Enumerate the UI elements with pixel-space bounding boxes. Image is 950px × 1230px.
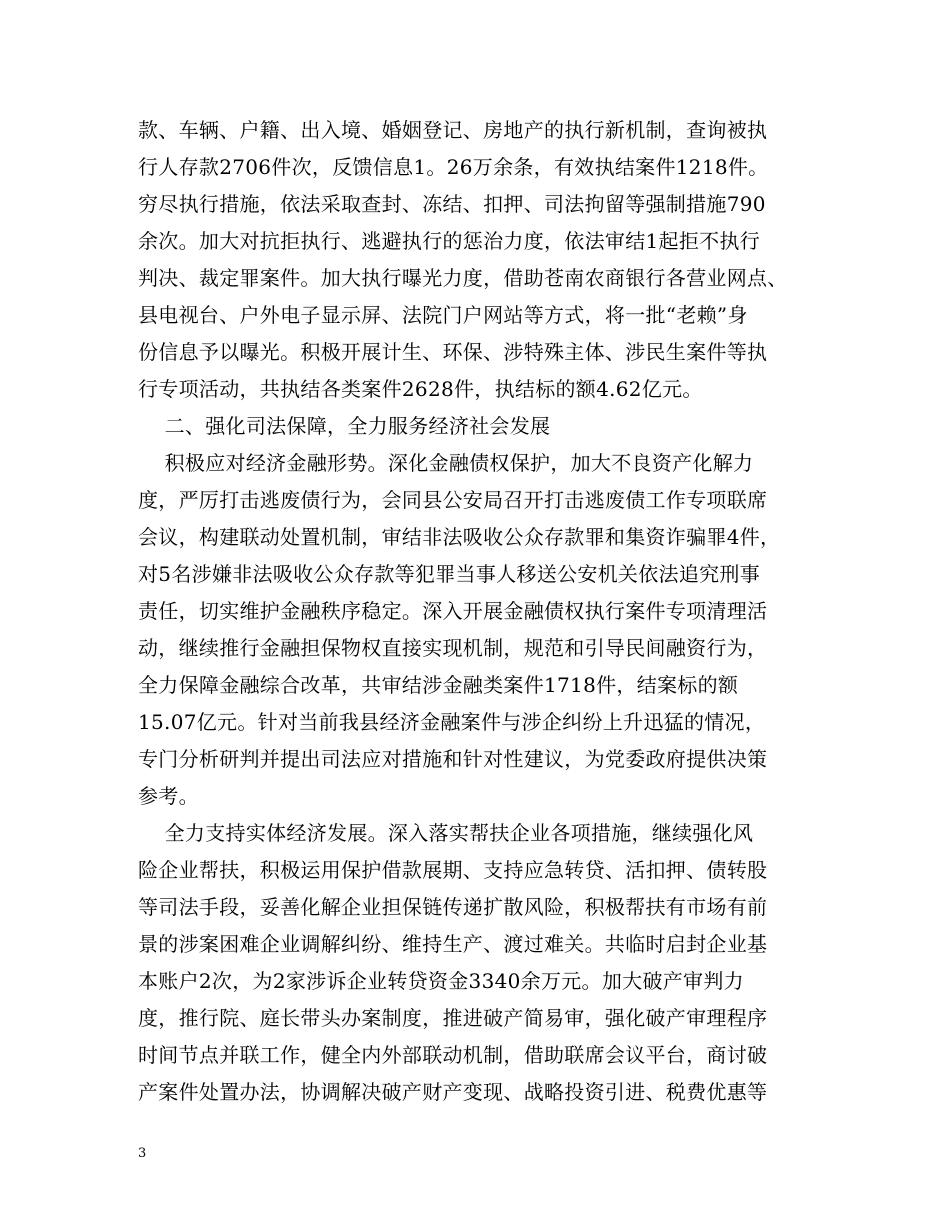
text-line: 县电视台、户外电子显示屏、法院门户网站等方式，将一批“老赖”身 [138,303,748,327]
text-line: 时间节点并联工作，健全内外部联动机制，借助联席会议平台，商讨破 [138,1043,768,1067]
text-line: 15.07亿元。针对当前我县经济金融案件与涉企纠纷上升迅猛的情况， [138,710,766,734]
text-line: 度，推行院、庭长带头办案制度，推进破产简易审，强化破产审理程序 [138,1006,768,1030]
body-text [138,112,828,1111]
text-line: 行专项活动，共执结各类案件2628件，执结标的额4.62亿元。 [138,377,703,401]
text-line: 份信息予以曝光。积极开展计生、环保、涉特殊主体、涉民生案件等执 [138,340,768,364]
text-line: 度，严厉打击逃废债行为，会同县公安局召开打击逃废债工作专项联席 [138,488,768,512]
text-line: 责任，切实维护金融秩序稳定。深入开展金融债权执行案件专项清理活 [138,599,768,623]
text-line: 险企业帮扶，积极运用保护借款展期、支持应急转贷、活扣押、债转股 [138,858,768,882]
text-line: 全力保障金融综合改革，共审结涉金融类案件1718件，结案标的额 [138,673,739,697]
text-line: 款、车辆、户籍、出入境、婚姻登记、房地产的执行新机制，查询被执 [138,118,768,142]
text-line: 行人存款2706件次，反馈信息1。26万余条，有效执结案件1218件。 [138,155,769,179]
text-line: 会议，构建联动处置机制，审结非法吸收公众存款罪和集资诈骗罪4件， [138,525,781,549]
text-line: 本账户2次，为2家涉诉企业转贷资金3340余万元。加大破产审判力 [138,969,744,993]
text-line: 产案件处置办法，协调解决破产财产变现、战略投资引进、税费优惠等 [138,1080,768,1104]
section-heading: 二、强化司法保障，全力服务经济社会发展 [138,414,551,438]
text-line: 余次。加大对抗拒执行、逃避执行的惩治力度，依法审结1起拒不执行 [138,229,761,253]
text-line: 景的涉案困难企业调解纠纷、维持生产、渡过难关。共临时启封企业基 [138,932,768,956]
text-line: 积极应对经济金融形势。深化金融债权保护，加大不良资产化解力 [138,451,754,475]
text-line: 专门分析研判并提出司法应对措施和针对性建议，为党委政府提供决策 [138,747,768,771]
page-number: 3 [138,1146,147,1161]
text-line: 穷尽执行措施，依法采取查封、冻结、扣押、司法拘留等强制措施790 [138,192,766,216]
text-line: 全力支持实体经济发展。深入落实帮扶企业各项措施，继续强化风 [138,821,754,845]
text-line: 判决、裁定罪案件。加大执行曝光力度，借助苍南农商银行各营业网点、 [138,266,788,290]
text-line: 动，继续推行金融担保物权直接实现机制，规范和引导民间融资行为， [138,636,768,660]
text-line: 对5名涉嫌非法吸收公众存款等犯罪当事人移送公安机关依法追究刑事 [138,562,761,586]
text-line: 参考。 [138,784,199,808]
text-line: 等司法手段，妥善化解企业担保链传递扩散风险，积极帮扶有市场有前 [138,895,768,919]
